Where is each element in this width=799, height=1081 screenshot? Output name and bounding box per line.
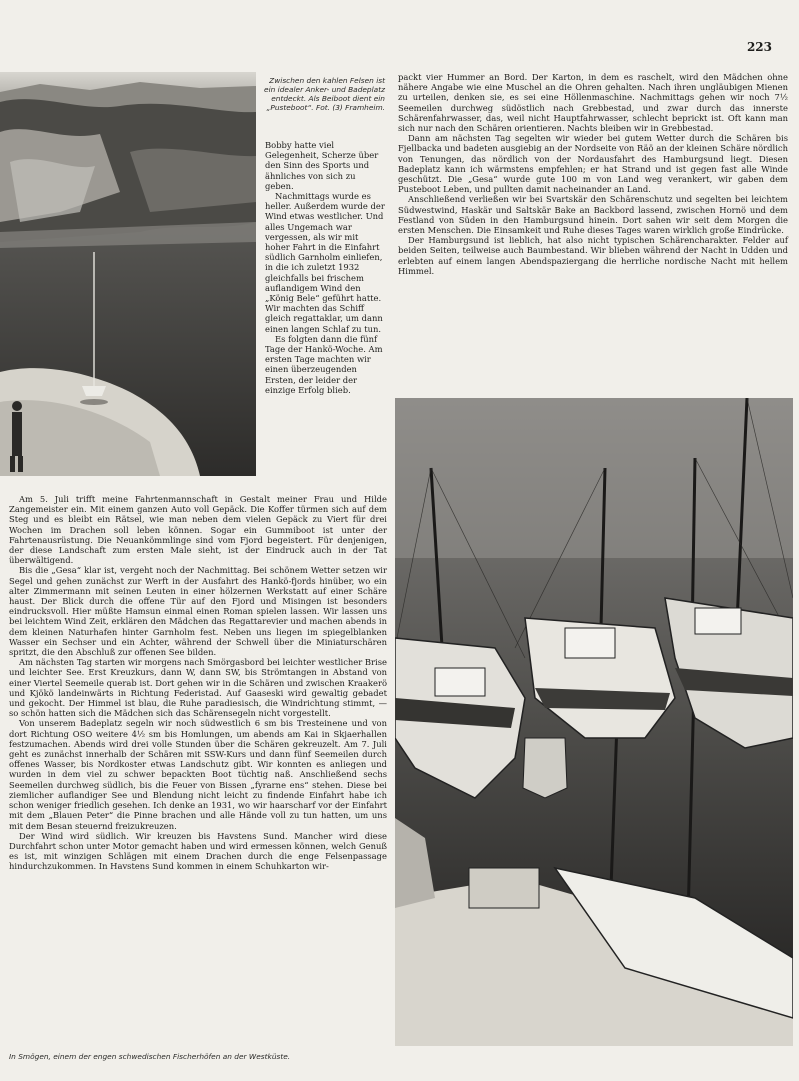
paragraph: Nachmittags wurde es heller. Außerdem wurde der Wind etwas westlicher. Und alles Ungemach war vergessen, als wir mit hoher Fahrt in die Einfahrt südlich Garnholm einliefen, in die ich zuletzt 1932 gleichfalls bei frischem auflandigem Wind den „König Bele“ geführt hatte. Wir machten das Schiff gleich regattaklar, um dann einen langen Schlaf zu tun. bbox=[265, 191, 385, 334]
narrow-text-column bbox=[265, 140, 385, 395]
photo-caption-top: Zwischen den kahlen Felsen ist ein idealer Anker- und Badeplatz entdeckt. Als Beiboot dient ein „Pusteboot“. Fot. (3) Framheim. bbox=[264, 76, 385, 112]
harbor-boats-photo bbox=[395, 398, 793, 1046]
paragraph: Dann am nächsten Tag segelten wir wieder bei gutem Wetter durch die Schären bis Fjellbacka und badeten ausgiebig an der Nordseite von Räö an der kleinen Schäre nördlich von Tenungen, das nördlich von der Nordausfahrt des Hamburgsund liegt. Diesen Badeplatz kann ich wärmstens empfehlen; er hat Strand und ist gegen fast alle Winde geschützt. Die „Gesa“ wurde gute 100 m von Land weg verankert, wir gaben dem Pusteboot Leben, und pullten damit nacheinander an Land. bbox=[398, 133, 788, 195]
paragraph: Der Hamburgsund ist lieblich, hat also nicht typischen Schärencharakter. Felder auf beiden Seiten, teilweise auch Baumbestand. Wir blieben während der Nacht in Udden und erlebten auf einem langen Abendspaziergang die herrliche nordische Nacht mit hellem Himmel. bbox=[398, 235, 788, 276]
coast-photo-image bbox=[0, 72, 256, 476]
paragraph: Anschließend verließen wir bei Svartskär den Schärenschutz und segelten bei leichtem Südwestwind, Haskär und Saltskär Bake an Backbord lassend, zwischen Hornö und dem Festland von Süden in den Hamburgsund hinein. Dort sahen wir seit dem Morgen die ersten Menschen. Die Einsamkeit und Ruhe dieses Tages waren wirklich große Eindrücke. bbox=[398, 194, 788, 236]
paragraph: Bobby hatte viel Gelegenheit, Scherze über den Sinn des Sports und ähnliches von sich zu geben. bbox=[265, 140, 379, 191]
paragraph: Am nächsten Tag starten wir morgens nach Smörgasbord bei leichter westlicher Brise und leichter See. Erst Kreuzkurs, dann W, dann SW, bis Strömtangen in Abstand von einer Viertel Seemeile querab ist. Dort gehen wir in die Schären und zwischen Kraakerö und Kjökö landeinwärts in Richtung Federistad. Auf Gaaseski wird gewaltig gebadet und gekocht. Der Himmel ist blau, die Ruhe paradiesisch, die Windrichtung stimmt, — so schön hatten sich die Mädchen sich das Schärensegeln nicht vorgestellt. bbox=[9, 657, 387, 719]
harbor-boats-image bbox=[395, 398, 793, 1046]
paragraph: Am 5. Juli trifft meine Fahrtenmannschaft in Gestalt meiner Frau und Hilde Zangemeister ein. Mit einem ganzen Auto voll Gepäck. Die Koffer türmen sich auf dem Steg und es bleibt ein Rätsel, wie man neben dem vielen Gepäck zu Viert für drei Wochen im Drachen soll leben können. Sogar ein Gummiboot ist unter der Fahrtenausrüstung. Die Neuankömmlinge sind vom Fjord begeistert. Für denjenigen, der diese Landschaft zum ersten Male sieht, ist der Eindruck auch in der Tat überwältigend. bbox=[9, 494, 387, 566]
paragraph: Von unserem Badeplatz segeln wir noch südwestlich 6 sm bis Tresteinene und von dort Richtung OSO weitere 4½ sm bis Homlungen, um abends am Kai in Skjaerhallen festzumachen. Abends wird drei volle Stunden über die Schären gekreuzelt. Am 7. Juli geht es zunächst innerhalb der Schären mit SSW-Kurs und dann fünf Seemeilen durch offenes Wasser, bis Nordkoster etwas Landschutz gibt. Wir konnten es anliegen und wurden in dem viel zu schwer bepackten Boot tüchtig naß. Anschließend sechs Seemeilen durchweg südlich, bis die Feuer von Bissen „fyrarne ens“ stehen. Diese bei ziemlicher auflandiger See und Blendung nicht leicht zu findende Einfahrt habe ich schon weniger friedlich gesehen. Ich denke an 1931, wo wir haarscharf vor der Einfahrt mit dem „Blauen Peter“ die Pinne brachen und alle Hände voll zu tun hatten, um uns mit dem Besan steuernd freizukreuzen. bbox=[9, 718, 387, 831]
coast-photo bbox=[0, 72, 256, 476]
paragraph: packt vier Hummer an Bord. Der Karton, in dem es raschelt, wird den Mädchen ohne nähere Angabe wie eine Muschel an die Ohren gehalten. Nach ihren ungläubigen Mienen zu urteilen, denken sie, es sei eine Höllenmaschine. Nachmittags gehen wir noch 7½ Seemeilen durchweg südöstlich nach Grebbestad, und zwar durch das innerste Schärenfahrwasser, das, weil nicht Hauptfahrwasser, schlecht beprickt ist. Oft kann man sich nur nach den Schären orientieren. Nachts bleiben wir in Grebbestad. bbox=[398, 72, 788, 134]
right-text-column bbox=[398, 72, 788, 276]
paragraph: Der Wind wird südlich. Wir kreuzen bis Havstens Sund. Mancher wird diese Durchfahrt schon unter Motor gemacht haben und wird ermessen können, welch Genuß es ist, mit winzigen Schlägen mit einem Drachen durch die enge Felsenpassage hindurchzukommen. In Havstens Sund kommen in einem Schuhkarton wir- bbox=[9, 830, 387, 872]
photo-caption-bottom: In Smögen, einem der engen schwedischen Fischerhöfen an der Westküste. bbox=[9, 1052, 291, 1061]
paragraph: Bis die „Gesa“ klar ist, vergeht noch der Nachmittag. Bei schönem Wetter setzen wir Segel und gehen zunächst zur Werft in der Ausfahrt des Hankö-fjords hinüber, wo ein alter Zimmermann mit seinen Leuten in einer hölzernen Werkstatt auf einer Schäre haust. Der Blick durch die offene Tür auf den Fjord und Misingen ist besonders eindrucksvoll. Hier müßte Hamsun einmal einen Roman spielen lassen. Wir lassen uns bei leichtem Wind Zeit, erklären den Mädchen das Regattarevier und machen abends in dem kleinen Naturhafen hinter Garnholm fest. Neben uns liegen im spiegelblanken Wasser ein Sechser und ein Achter, während der Schwell über die Miniaturschären spritzt, die den Abschluß zur offenen See bilden. bbox=[9, 565, 387, 658]
page-number: 223 bbox=[746, 40, 772, 54]
paragraph: Es folgten dann die fünf Tage der Hankö-Woche. Am ersten Tage machten wir einen überzeugenden Ersten, der leider der einzige Erfolg blieb. bbox=[265, 333, 383, 395]
left-text-column bbox=[9, 494, 387, 872]
